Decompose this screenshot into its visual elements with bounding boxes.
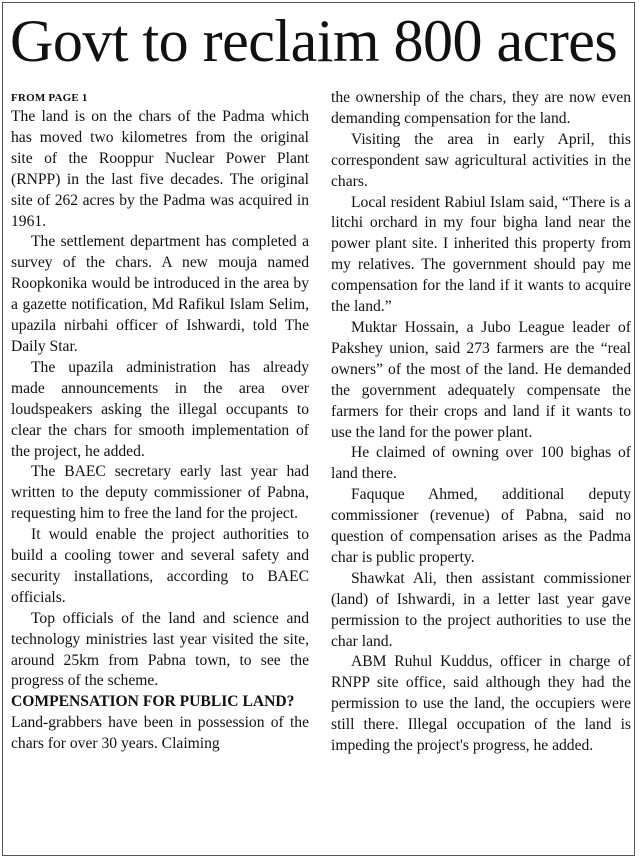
paragraph: Visiting the area in early April, this correspondent saw agricultural activities in the chars. — [331, 130, 631, 190]
subheading: COMPENSATION FOR PUBLIC LAND? — [11, 693, 295, 711]
paragraph: The BAEC secretary early last year had written to the deputy commissioner of Pabna, requesting him to free the land for the project. — [11, 463, 309, 523]
paragraph: Local resident Rabiul Islam said, “There is a litchi orchard in my four bigha land near the power plant site. I inherited this property from my relatives. The government should pay me compensation for the land if it wants to acquire the land.” — [331, 193, 631, 316]
paragraph: Faquque Ahmed, additional deputy commissioner (revenue) of Pabna, said no question of compensation arises as the Padma char is public property. — [331, 486, 631, 566]
headline: Govt to reclaim 800 acres — [10, 8, 618, 74]
paragraph: The land is on the chars of the Padma which has moved two kilometres from the original site of the Rooppur Nuclear Power Plant (RNPP) in the last five decades. The original site of 262 acres by the Padma was acquired in 1961. — [11, 108, 309, 230]
paragraph: the ownership of the chars, they are now even demanding compensation for the land. — [331, 89, 631, 127]
kicker: FROM PAGE 1 — [11, 92, 88, 104]
paragraph: It would enable the project authorities to build a cooling tower and several safety and security installations, according to BAEC officials. — [11, 526, 309, 606]
paragraph: Land-grabbers have been in possession of the chars for over 30 years. Claiming — [11, 714, 309, 753]
paragraph: He claimed of owning over 100 bighas of land there. — [331, 444, 631, 483]
paragraph: The upazila administration has already made announcements in the area over loudspeakers asking the illegal occupants to clear the chars for smooth implementation of the project, he added. — [11, 358, 309, 460]
left-column — [11, 88, 309, 755]
paragraph: Shawkat Ali, then assistant commissioner (land) of Ishwardi, in a letter last year gave permission to the project authorities to use the char land. — [331, 569, 631, 650]
paragraph: The settlement department has completed a survey of the chars. A new mouja named Roopkonika would be introduced in the area by a gazette notification, Md Rafikul Islam Selim, upazila nirbahi officer of Ishwardi, told The Daily Star. — [11, 233, 309, 355]
paragraph: Muktar Hossain, a Jubo League leader of Pakshey union, said 273 farmers are the “real owners” of the most of the land. He demanded the government adequately compensate the farmers for their crops and land if it wants to use the land for the power plant. — [331, 318, 631, 441]
paragraph: ABM Ruhul Kuddus, officer in charge of RNPP site office, said although they had the permission to use the land, the occupiers were still there. Illegal occupation of the land is impeding the project's progress, he added. — [331, 653, 631, 755]
right-column — [331, 88, 631, 757]
paragraph: Top officials of the land and science and technology ministries last year visited the site, around 25km from Pabna town, to see the progress of the scheme. — [11, 609, 309, 690]
